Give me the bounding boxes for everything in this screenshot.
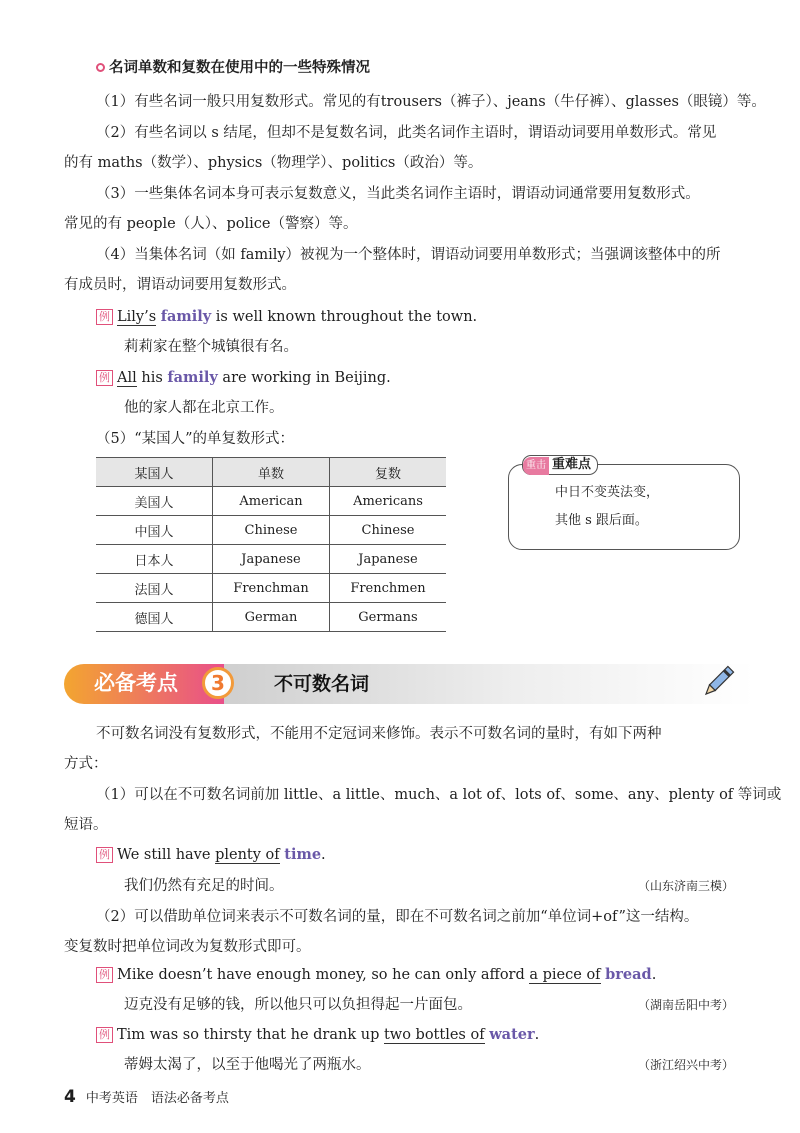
table-header-row [96, 458, 446, 487]
s3-example-2: 例 Mike doesn’t have enough money, so he can only afford a piece of bread. [96, 965, 656, 985]
s3-example-2-translation: 迈克没有足够的钱，所以他只可以负担得起一片面包。 [124, 997, 472, 1013]
table-cell: Germans [330, 603, 447, 632]
keypoint-line2: 其他 s 跟后面。 [555, 513, 648, 528]
banner-label: 必备考点 [94, 671, 178, 695]
s3-example-1: 例 We still have plenty of time. [96, 845, 326, 865]
para-4-line1: （4）当集体名词（如 family）被视为一个整体时，谓语动词要用单数形式；当强调该整体中的所 [96, 247, 721, 263]
table-cell: Japanese [330, 545, 447, 574]
example-badge: 例 [96, 309, 113, 325]
section-heading-text: 名词单数和复数在使用中的一些特殊情况 [109, 60, 370, 76]
s3-example-1-source: （山东济南三模） [637, 879, 734, 893]
s3-example-2-source: （湖南岳阳中考） [637, 998, 734, 1012]
intro-line1: 不可数名词没有复数形式，不能用不定冠词来修饰。表示不可数名词的量时，有如下两种 [96, 726, 662, 742]
table-cell: 美国人 [96, 487, 213, 516]
table-row [96, 545, 446, 574]
keypoint-box [508, 464, 740, 550]
nationality-table [96, 457, 446, 632]
intro-line2: 方式： [64, 756, 108, 772]
section-heading [96, 58, 370, 78]
table-cell: American [213, 487, 330, 516]
s3-para-2-line1: （2）可以借助单位词来表示不可数名词的量，即在不可数名词之前加“单位词+of”这一结构。 [96, 909, 699, 925]
page-footer [64, 1087, 229, 1107]
table-header: 单数 [213, 458, 330, 487]
banner-title: 不可数名词 [274, 673, 370, 695]
s3-para-2-line2: 变复数时把单位词改为复数形式即可。 [64, 939, 311, 955]
example-1-translation: 莉莉家在整个城镇很有名。 [124, 339, 298, 355]
keypoint-line1: 中日不变英法变， [555, 485, 660, 500]
para-3-line1: （3）一些集体名词本身可表示复数意义，当此类名词作主语时，谓语动词通常要用复数形式。 [96, 186, 700, 202]
example-badge: 例 [96, 967, 113, 983]
s3-para-1-line2: 短语。 [64, 817, 108, 833]
table-cell: Frenchmen [330, 574, 447, 603]
table-cell: 法国人 [96, 574, 213, 603]
para-2-line1: （2）有些名词以 s 结尾，但却不是复数名词，此类名词作主语时，谓语动词要用单数形式。常见 [96, 125, 717, 141]
table-cell: Japanese [213, 545, 330, 574]
s3-example-1-translation: 我们仍然有充足的时间。 [124, 878, 284, 894]
example-1: 例 Lily’s family is well known throughout the town. [96, 307, 477, 327]
example-badge: 例 [96, 1027, 113, 1043]
banner-number: 3 [202, 667, 234, 699]
table-row [96, 516, 446, 545]
para-4-line2: 有成员时，谓语动词要用复数形式。 [64, 277, 296, 293]
s3-para-1-line1: （1）可以在不可数名词前加 little、a little、much、a lot of、lots of、some、any、plenty of 等词或 [96, 787, 782, 803]
pen-icon [698, 662, 738, 702]
keypoint-tag [522, 455, 598, 475]
table-header: 复数 [330, 458, 447, 487]
table-row [96, 603, 446, 632]
table-cell: Chinese [213, 516, 330, 545]
para-5: （5）“某国人”的单复数形式： [96, 431, 295, 447]
table-cell: German [213, 603, 330, 632]
example-badge: 例 [96, 370, 113, 386]
table-cell: Chinese [330, 516, 447, 545]
page-number: 4 [64, 1087, 76, 1107]
section-banner [64, 662, 740, 704]
para-1: （1）有些名词一般只用复数形式。常见的有trousers（裤子）、jeans（牛仔裤）、glasses（眼镜）等。 [96, 94, 766, 110]
example-badge: 例 [96, 847, 113, 863]
table-cell: Americans [330, 487, 447, 516]
example-2-translation: 他的家人都在北京工作。 [124, 400, 284, 416]
s3-example-3-translation: 蒂姆太渴了，以至于他喝光了两瓶水。 [124, 1057, 371, 1073]
table-cell: 德国人 [96, 603, 213, 632]
para-3-line2: 常见的有 people（人）、police（警察）等。 [64, 216, 358, 232]
keypoint-tag-badge: 重击 [523, 457, 549, 475]
example-2: 例 All his family are working in Beijing. [96, 368, 391, 388]
table-row [96, 487, 446, 516]
keypoint-tag-label: 重难点 [552, 457, 592, 472]
s3-example-3-source: （浙江绍兴中考） [637, 1058, 734, 1072]
table-header: 某国人 [96, 458, 213, 487]
footer-text: 中考英语 语法必备考点 [85, 1091, 229, 1106]
table-cell: 日本人 [96, 545, 213, 574]
table-cell: 中国人 [96, 516, 213, 545]
table-cell: Frenchman [213, 574, 330, 603]
bullet-icon [96, 63, 105, 72]
table-row [96, 574, 446, 603]
para-2-line2: 的有 maths（数学）、physics（物理学）、politics（政治）等。 [64, 155, 483, 171]
s3-example-3: 例 Tim was so thirsty that he drank up two bottles of water. [96, 1025, 539, 1045]
